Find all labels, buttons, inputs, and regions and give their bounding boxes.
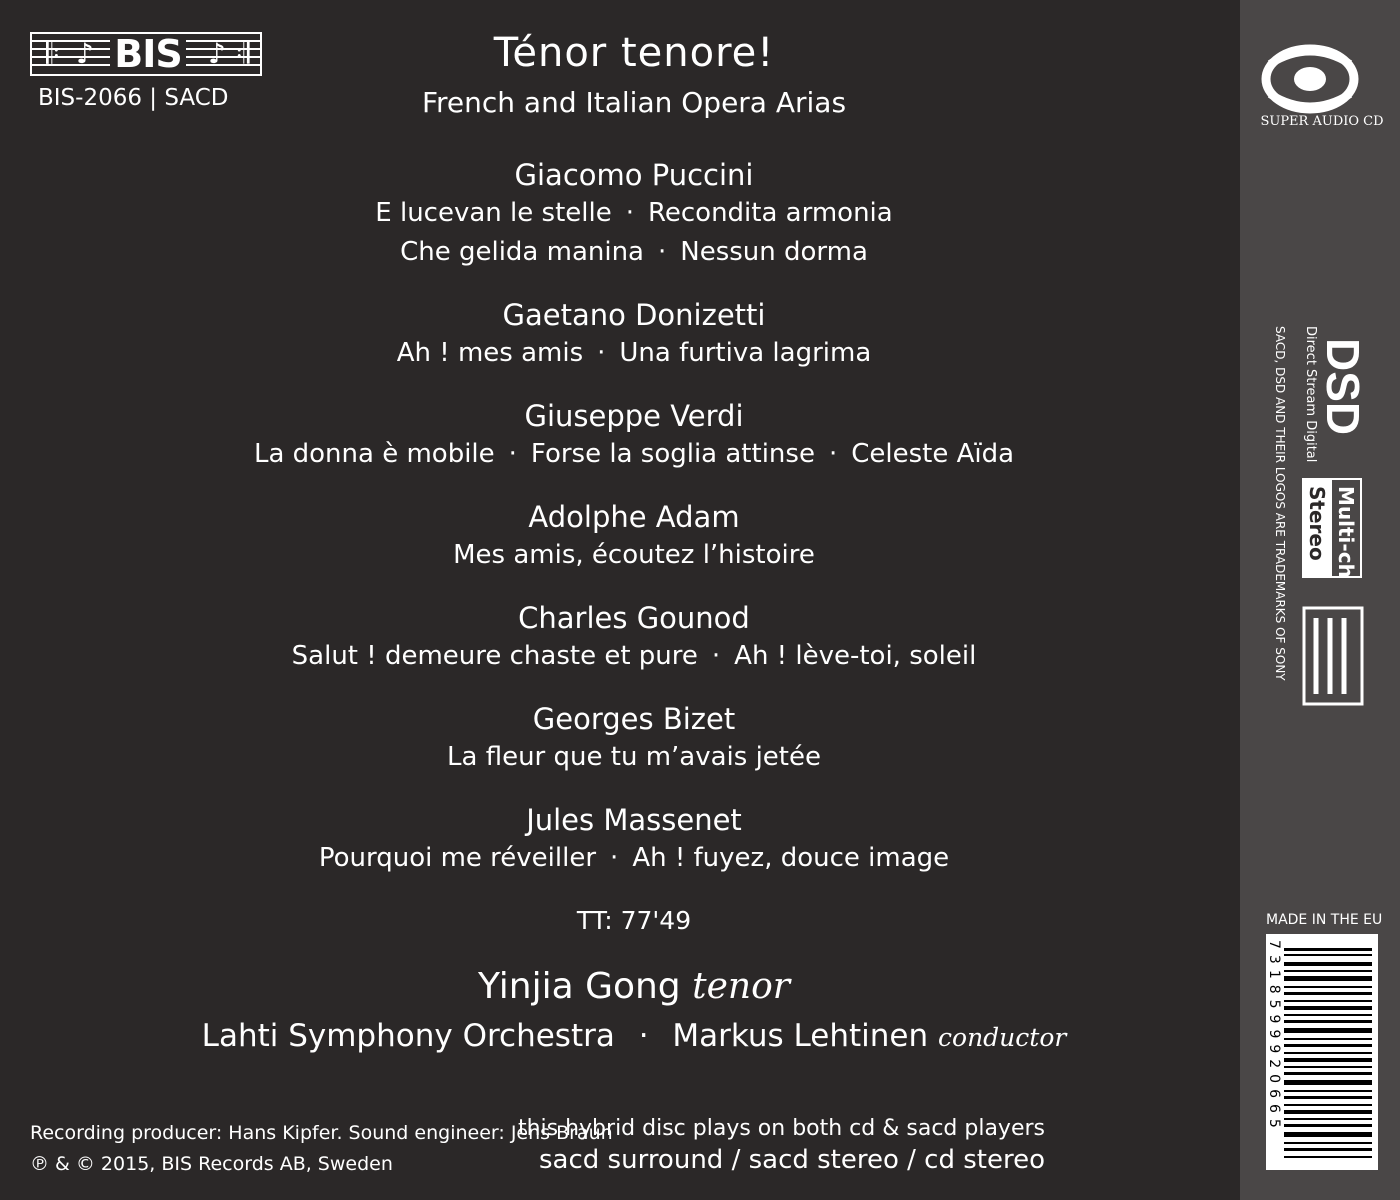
composer-name: Gaetano Donizetti — [502, 298, 766, 332]
copyright-line: ℗ & © 2015, BIS Records AB, Sweden — [30, 1153, 393, 1175]
works-line — [447, 742, 821, 772]
composer-name: Jules Massenet — [526, 803, 742, 837]
works-line — [319, 843, 949, 873]
works-line — [292, 641, 977, 671]
composer-name: Georges Bizet — [532, 702, 736, 736]
orchestra-name: Lahti Symphony Orchestra — [201, 1018, 615, 1054]
barcode — [1266, 934, 1378, 1170]
works-line — [254, 439, 1014, 469]
aria-title: La fleur que tu m’avais jetée — [447, 742, 821, 772]
aria-title: La donna è mobile — [253, 439, 495, 469]
conductor-role: conductor — [938, 1023, 1067, 1052]
origin-label: MADE IN THE EU — [1266, 912, 1383, 928]
works-line — [397, 338, 872, 368]
aria-title: Mes amis, écoutez l’histoire — [453, 540, 815, 570]
music-note-icon: 𝄆 — [46, 37, 60, 70]
stereo-label: Stereo — [1305, 486, 1329, 561]
sacd-label: SUPER AUDIO CD — [1260, 114, 1384, 129]
aria-title: Ah ! mes amis — [396, 338, 584, 368]
dsd-subtitle: Direct Stream Digital — [1303, 326, 1318, 463]
album-subtitle: French and Italian Opera Arias — [421, 86, 847, 119]
aria-title: Salut ! demeure chaste et pure — [291, 641, 698, 671]
album-title: Ténor tenore! — [493, 30, 775, 76]
composer-name: Giuseppe Verdi — [524, 399, 744, 433]
conductor-name: Markus Lehtinen — [672, 1018, 929, 1054]
total-time: TT: 77'49 — [576, 906, 692, 935]
bis-logo — [30, 32, 262, 76]
credits-line: Recording producer: Hans Kipfer. Sound engineer: Jens Braun — [30, 1122, 613, 1144]
aria-title: Nessun dorma — [680, 237, 868, 267]
trademark-notice: SACD, DSD AND THEIR LOGOS ARE TRADEMARKS OF SONY — [1273, 326, 1287, 681]
aria-title: Recondita armonia — [647, 198, 893, 228]
composer-name: Adolphe Adam — [528, 500, 740, 534]
soloist-role: tenor — [692, 966, 790, 1007]
separator-dot: · — [657, 237, 667, 267]
catalog-number: BIS-2066 | SACD — [38, 85, 229, 111]
aria-title: E lucevan le stelle — [375, 198, 612, 228]
works-line — [400, 237, 868, 267]
separator-dot: · — [610, 843, 619, 873]
compact-disc-logo-icon — [1300, 604, 1366, 708]
separator-dot: · — [638, 1018, 649, 1054]
dsd-logo: DSD — [1317, 338, 1369, 436]
hybrid-info — [518, 1114, 1045, 1176]
soloist — [478, 966, 790, 1007]
aria-title: Celeste Aïda — [851, 439, 1015, 469]
composer-name: Giacomo Puccini — [514, 158, 754, 192]
soloist-name: Yinjia Gong — [478, 966, 681, 1007]
separator-dot: · — [828, 439, 838, 469]
separator-dot: · — [597, 338, 606, 368]
aria-title: Ah ! lève-toi, soleil — [734, 641, 977, 671]
formats-line: sacd surround / sacd stereo / cd stereo — [539, 1145, 1045, 1175]
works-line — [375, 198, 892, 228]
aria-title: Ah ! fuyez, douce image — [632, 843, 950, 873]
separator-dot: · — [711, 641, 721, 671]
works-line — [453, 540, 815, 570]
aria-title: Una furtiva lagrima — [619, 338, 872, 368]
logo-text: BIS — [110, 34, 186, 74]
hybrid-line: this hybrid disc plays on both cd & sacd players — [517, 1116, 1045, 1141]
music-note-icon: 𝄇 — [236, 37, 250, 70]
multich-stereo-badge — [1302, 478, 1362, 578]
composer-name: Charles Gounod — [518, 601, 750, 635]
music-note-icon: ♪ — [208, 37, 226, 70]
ensemble-line — [202, 1018, 1067, 1054]
aria-title: Forse la soglia attinse — [530, 439, 815, 469]
multich-label: Multi-ch — [1334, 486, 1358, 578]
barcode-number: 7318599920665 — [1266, 940, 1282, 1134]
music-note-icon: ♪ — [76, 37, 94, 70]
barcode-bars-icon — [1266, 934, 1378, 1170]
separator-dot: · — [625, 198, 634, 228]
aria-title: Pourquoi me réveiller — [318, 843, 597, 873]
separator-dot: · — [508, 439, 517, 469]
aria-title: Che gelida manina — [400, 237, 644, 267]
